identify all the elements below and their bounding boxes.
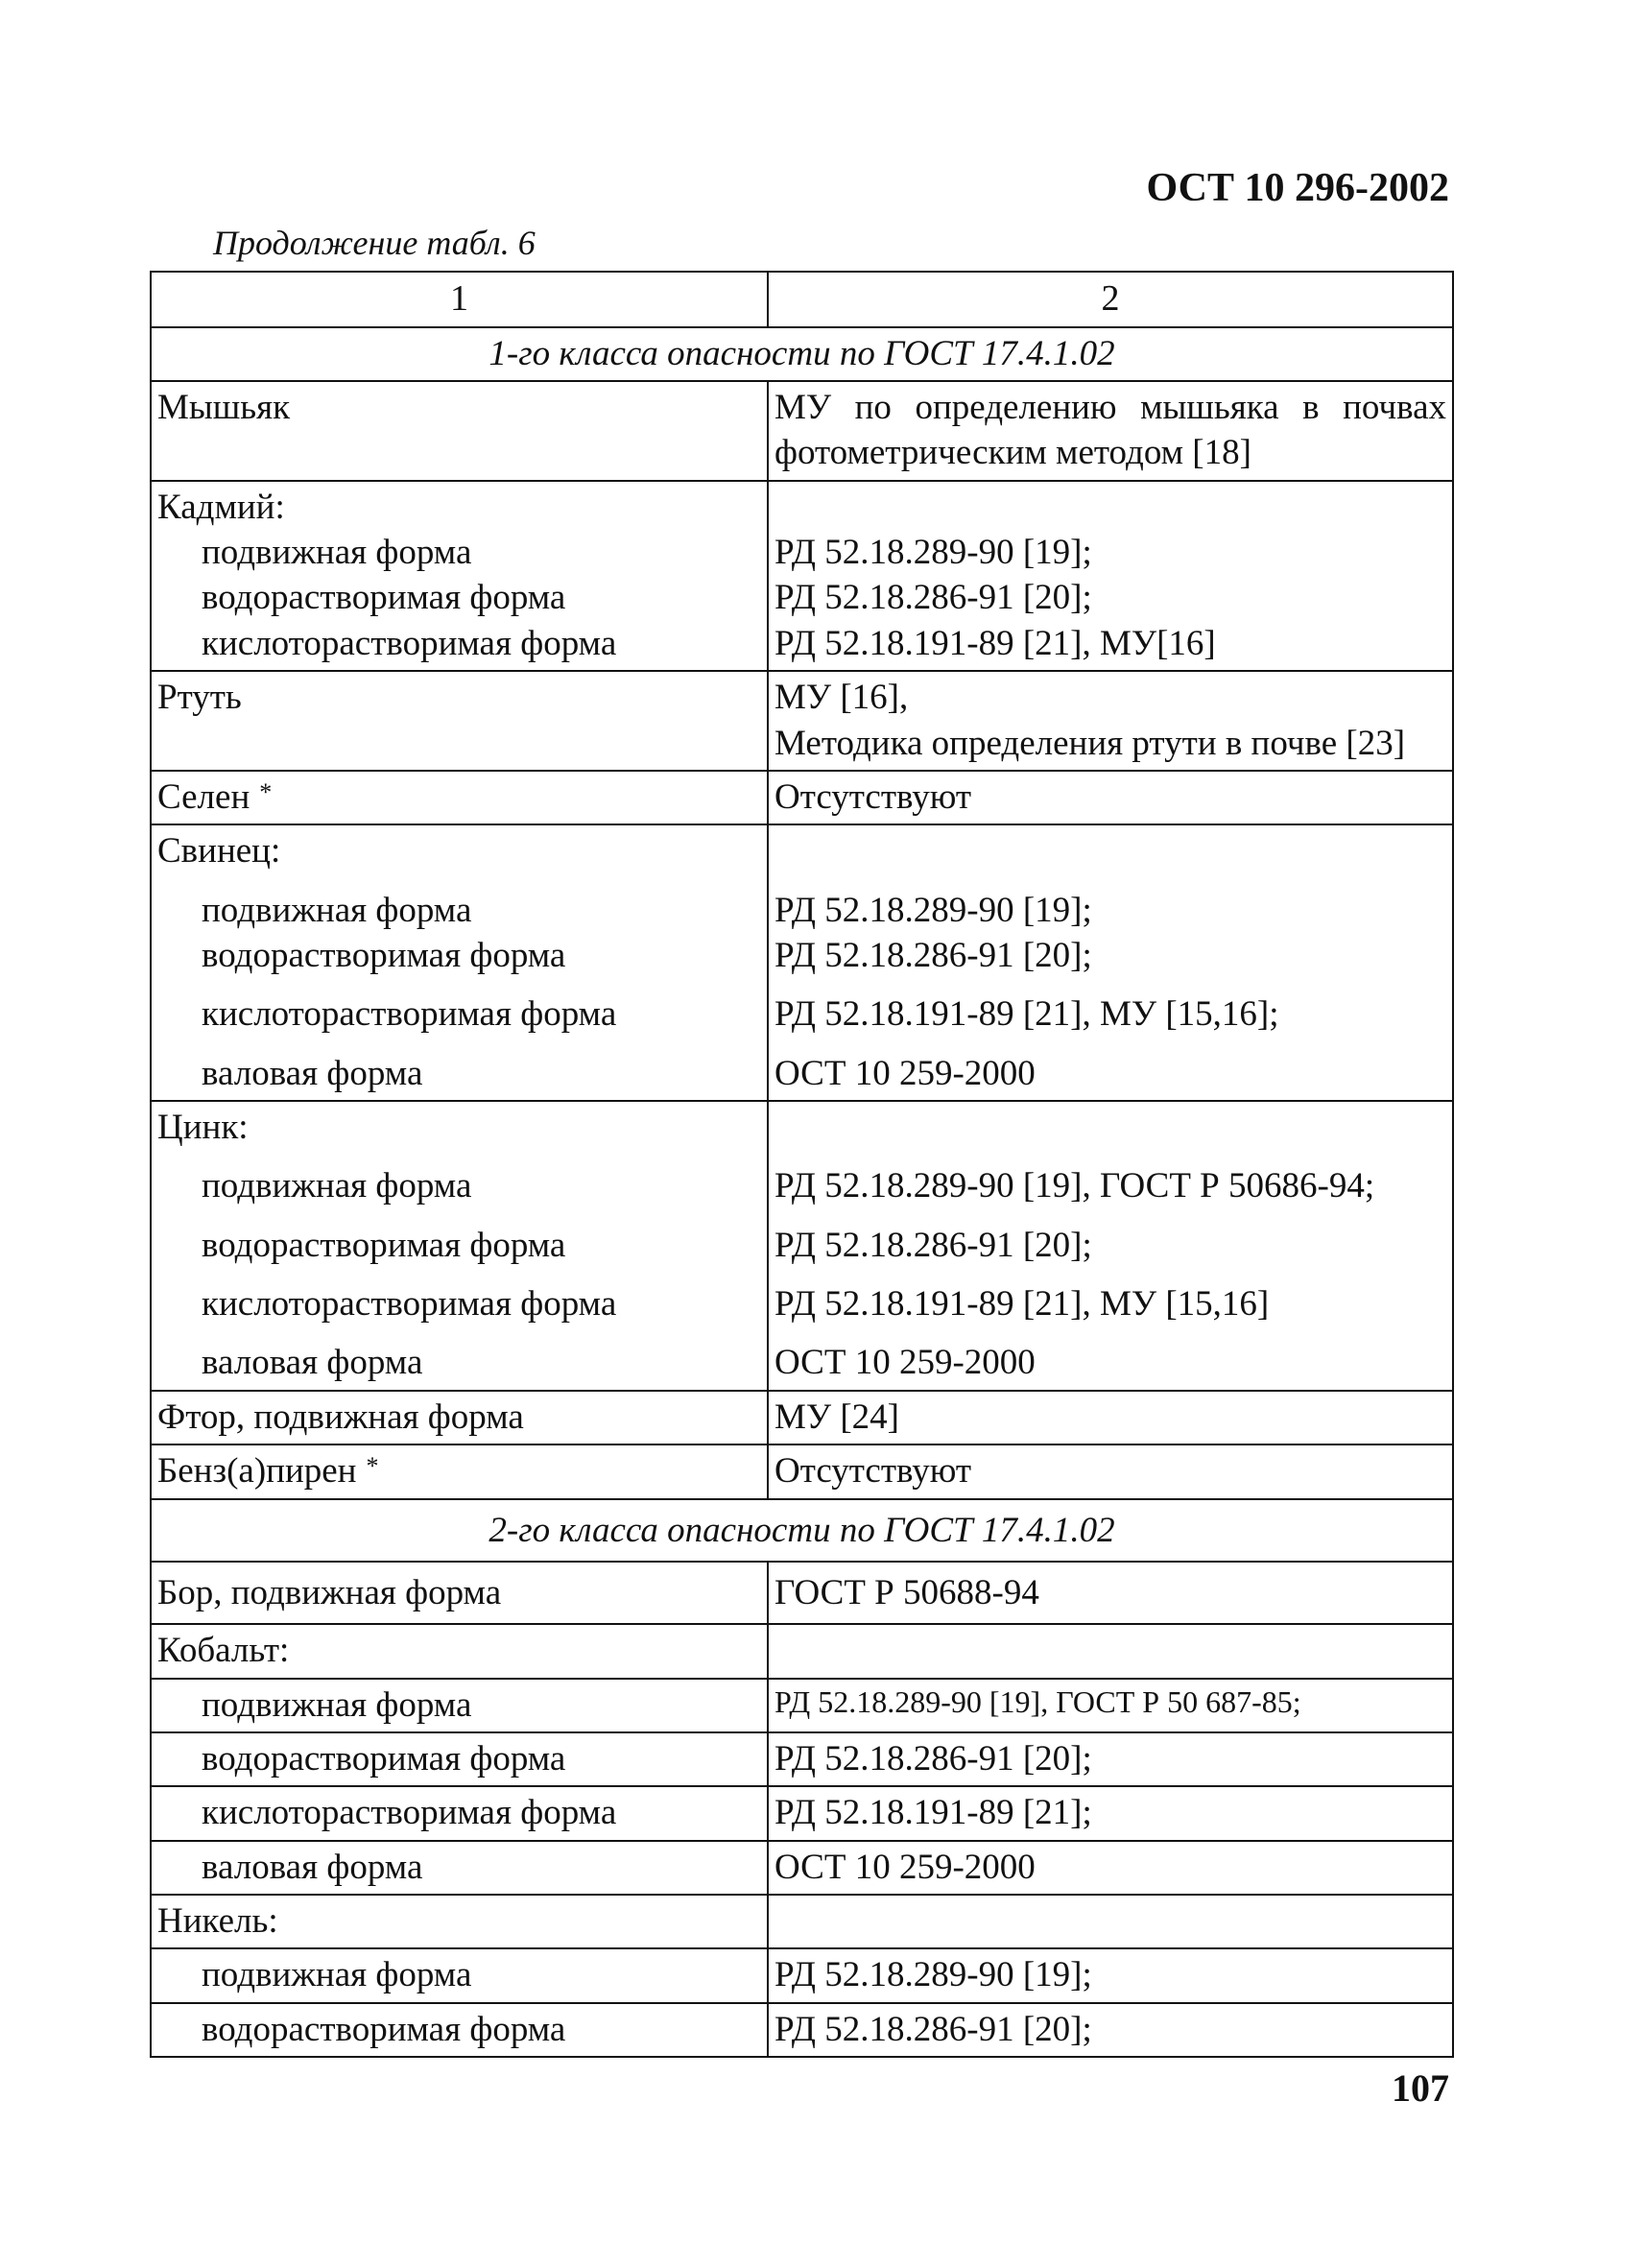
- footnote-mark: *: [366, 1452, 379, 1481]
- form-label: кислоторастворимая форма: [202, 994, 617, 1035]
- method-text: РД 52.18.286-91 [20];: [774, 578, 1092, 618]
- table-row: [151, 1948, 1453, 2002]
- form-label: кислоторастворимая форма: [202, 1793, 617, 1833]
- table-row: [151, 1444, 1453, 1498]
- substance-cell: [151, 824, 768, 1101]
- table-row: [151, 1841, 1453, 1895]
- method-text: РД 52.18.289-90 [19];: [774, 890, 1092, 930]
- method-cell: ОСТ 10 259-2000: [768, 1841, 1453, 1895]
- substance-name: Бор, подвижная форма: [151, 1562, 768, 1624]
- form-label: валовая форма: [202, 1847, 423, 1887]
- form-label: валовая форма: [202, 1053, 423, 1093]
- method-cell: МУ [24]: [768, 1391, 1453, 1444]
- form-label: водорастворимая форма: [202, 935, 566, 975]
- section-title: 1-го класса опасности по ГОСТ 17.4.1.02: [151, 327, 1453, 381]
- column-header: 1: [151, 272, 768, 327]
- table-row: [151, 2003, 1453, 2057]
- substance-name: Фтор, подвижная форма: [151, 1391, 768, 1444]
- table-header-row: [151, 272, 1453, 327]
- form-cell: [151, 1948, 768, 2002]
- method-text: РД 52.18.286-91 [20];: [774, 1225, 1092, 1265]
- form-label: кислоторастворимая форма: [202, 1284, 617, 1325]
- method-text: ОСТ 10 259-2000: [774, 1053, 1036, 1093]
- table-row: [151, 1679, 1453, 1732]
- form-cell: [151, 1786, 768, 1840]
- table-row: [151, 1391, 1453, 1444]
- form-label: водорастворимая форма: [202, 2009, 566, 2049]
- section-title: 2-го класса опасности по ГОСТ 17.4.1.02: [151, 1499, 1453, 1562]
- form-label: кислоторастворимая форма: [202, 623, 617, 663]
- substance-name: Кобальт:: [151, 1624, 768, 1678]
- method-cell: Отсутствуют: [768, 1444, 1453, 1498]
- substance-cell: [151, 1101, 768, 1391]
- substance-name: Цинк:: [157, 1108, 249, 1148]
- footnote-mark: *: [259, 777, 273, 806]
- substance-name: Селен: [157, 776, 250, 817]
- substance-cell: [151, 771, 768, 824]
- table-row: [151, 1101, 1453, 1391]
- substance-name: Кадмий:: [157, 487, 285, 527]
- table-row: [151, 771, 1453, 824]
- method-text: РД 52.18.286-91 [20];: [774, 935, 1092, 975]
- method-text: РД 52.18.191-89 [21], МУ[16]: [774, 623, 1216, 663]
- column-header: 2: [768, 272, 1453, 327]
- method-text: МУ [16],: [774, 678, 909, 718]
- table-caption: Продолжение табл. 6: [213, 224, 536, 262]
- method-text: РД 52.18.191-89 [21], МУ [15,16];: [774, 994, 1279, 1035]
- substance-cell: [151, 481, 768, 671]
- substance-name: Бенз(а)пирен: [157, 1451, 357, 1492]
- table-row: [151, 1624, 1453, 1678]
- form-label: подвижная форма: [202, 1684, 472, 1725]
- method-cell: [768, 824, 1453, 1101]
- form-cell: [151, 1841, 768, 1895]
- table-row: [151, 381, 1453, 481]
- document-code: ОСТ 10 296-2002: [1146, 166, 1449, 210]
- form-cell: [151, 1679, 768, 1732]
- method-cell: РД 52.18.191-89 [21];: [768, 1786, 1453, 1840]
- form-label: подвижная форма: [202, 1955, 472, 1995]
- form-label: валовая форма: [202, 1343, 423, 1383]
- form-cell: [151, 1732, 768, 1786]
- method-cell: [768, 1895, 1453, 1948]
- form-label: водорастворимая форма: [202, 1225, 566, 1265]
- table-row: [151, 824, 1453, 1101]
- table-row: [151, 671, 1453, 771]
- substance-cell: [151, 1444, 768, 1498]
- section-row: [151, 327, 1453, 381]
- method-cell: Отсутствуют: [768, 771, 1453, 824]
- method-cell: ГОСТ Р 50688-94: [768, 1562, 1453, 1624]
- methods-table: [150, 271, 1454, 2058]
- method-cell: [768, 1624, 1453, 1678]
- method-cell: РД 52.18.289-90 [19];: [768, 1948, 1453, 2002]
- substance-name: Свинец:: [157, 831, 281, 871]
- substance-name: Никель:: [151, 1895, 768, 1948]
- table-row: [151, 1786, 1453, 1840]
- table-row: [151, 481, 1453, 671]
- form-label: водорастворимая форма: [202, 578, 566, 618]
- method-cell: МУ по определению мышьяка в почвах фотометрическим методом [18]: [768, 381, 1453, 481]
- table-row: [151, 1895, 1453, 1948]
- table-row: [151, 1732, 1453, 1786]
- method-cell: [768, 671, 1453, 771]
- section-row: [151, 1499, 1453, 1562]
- method-text: РД 52.18.191-89 [21], МУ [15,16]: [774, 1284, 1270, 1325]
- method-cell: [768, 1101, 1453, 1391]
- form-label: подвижная форма: [202, 1166, 472, 1206]
- form-label: водорастворимая форма: [202, 1738, 566, 1779]
- form-label: подвижная форма: [202, 533, 472, 573]
- page-number: 107: [1392, 2066, 1449, 2110]
- method-text: Методика определения ртути в почве [23]: [774, 723, 1406, 763]
- method-cell: РД 52.18.286-91 [20];: [768, 1732, 1453, 1786]
- substance-name: Ртуть: [151, 671, 768, 771]
- table-row: [151, 1562, 1453, 1624]
- substance-name: Мышьяк: [151, 381, 768, 481]
- method-text: РД 52.18.289-90 [19], ГОСТ Р 50686-94;: [774, 1166, 1375, 1206]
- form-label: подвижная форма: [202, 890, 472, 930]
- form-cell: [151, 2003, 768, 2057]
- method-cell: [768, 481, 1453, 671]
- method-cell: РД 52.18.289-90 [19], ГОСТ Р 50 687-85;: [768, 1679, 1453, 1732]
- method-text: РД 52.18.289-90 [19];: [774, 533, 1092, 573]
- method-cell: РД 52.18.286-91 [20];: [768, 2003, 1453, 2057]
- method-text: ОСТ 10 259-2000: [774, 1343, 1036, 1383]
